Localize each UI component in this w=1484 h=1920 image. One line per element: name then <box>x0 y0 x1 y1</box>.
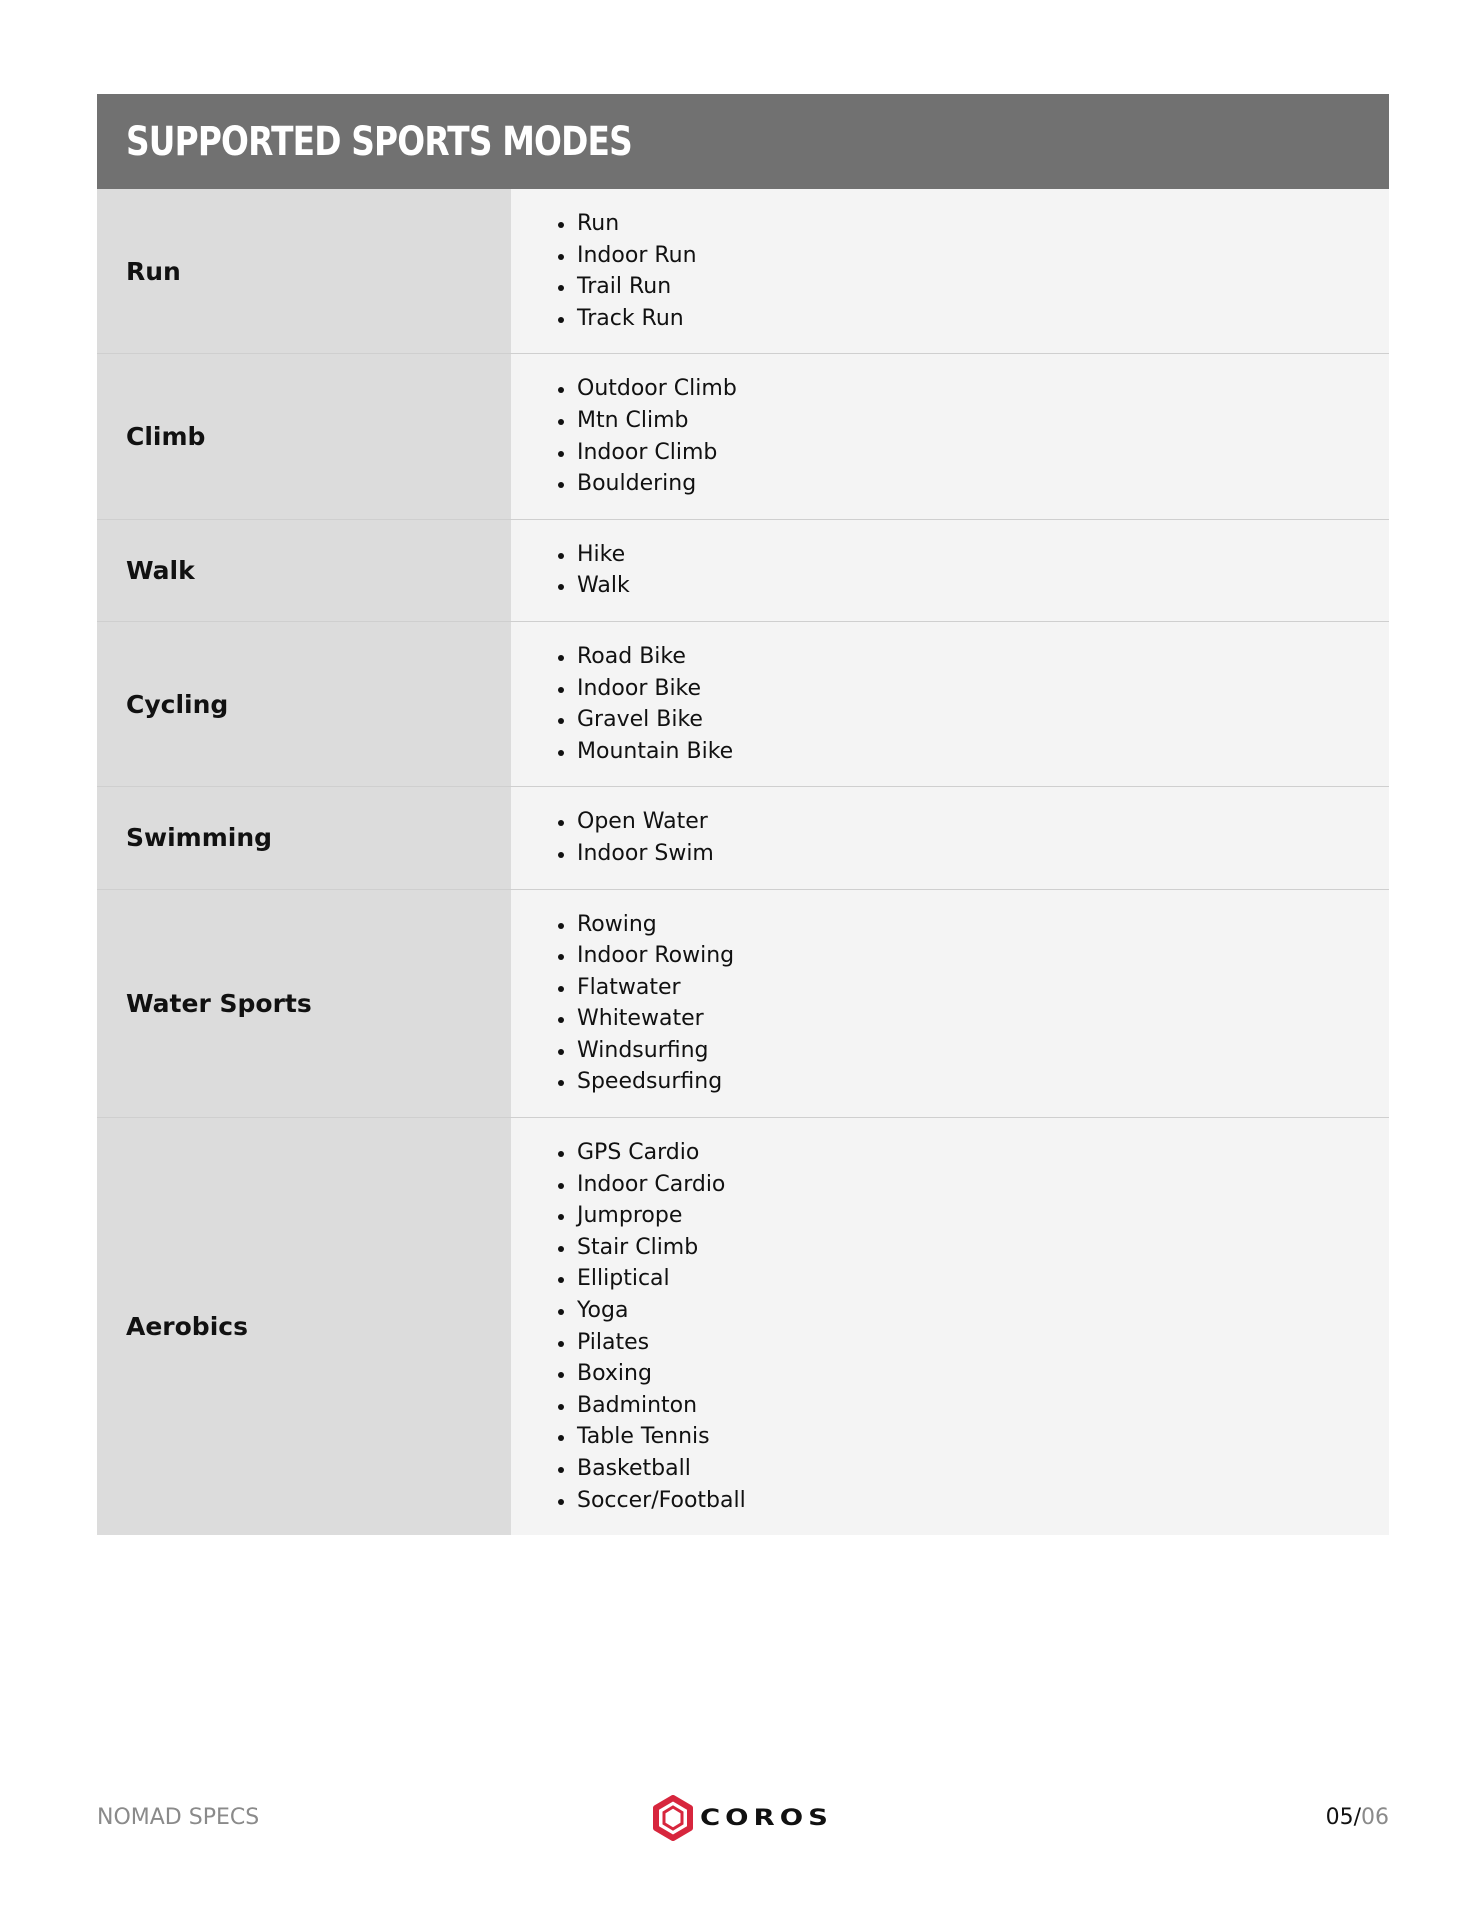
mode-list <box>511 373 1389 499</box>
section-title: SUPPORTED SPORTS MODES <box>126 118 632 165</box>
list-item: Elliptical <box>511 1263 1389 1295</box>
table-row <box>97 353 1389 518</box>
list-item: Road Bike <box>511 641 1389 673</box>
page-separator: / <box>1353 1805 1361 1830</box>
list-item: Badminton <box>511 1390 1389 1422</box>
category-label: Cycling <box>97 621 511 786</box>
sports-table <box>97 189 1389 1535</box>
list-item: Jumprope <box>511 1200 1389 1232</box>
mode-list-cell <box>511 1117 1389 1535</box>
list-item: Flatwater <box>511 972 1389 1004</box>
category-label: Walk <box>97 519 511 621</box>
mode-list-cell <box>511 189 1389 353</box>
list-item: Mountain Bike <box>511 736 1389 768</box>
list-item: Hike <box>511 539 1389 571</box>
table-row <box>97 189 1389 353</box>
table-row <box>97 519 1389 621</box>
spec-sheet <box>97 94 1389 1535</box>
list-item: Indoor Swim <box>511 838 1389 870</box>
list-item: Open Water <box>511 806 1389 838</box>
list-item: Mtn Climb <box>511 405 1389 437</box>
mode-list-cell <box>511 621 1389 786</box>
table-row <box>97 621 1389 786</box>
table-row <box>97 786 1389 888</box>
page-current: 05 <box>1325 1805 1354 1830</box>
list-item: Bouldering <box>511 468 1389 500</box>
logo-wordmark: COROS <box>700 1805 833 1831</box>
list-item: Indoor Run <box>511 240 1389 272</box>
mode-list-cell <box>511 889 1389 1118</box>
document-name: NOMAD SPECS <box>97 1805 260 1830</box>
list-item: Indoor Cardio <box>511 1169 1389 1201</box>
list-item: Trail Run <box>511 271 1389 303</box>
list-item: Windsurfing <box>511 1035 1389 1067</box>
mode-list-cell <box>511 353 1389 518</box>
category-label: Swimming <box>97 786 511 888</box>
mode-list-cell <box>511 786 1389 888</box>
list-item: Track Run <box>511 303 1389 335</box>
coros-hexagon-logo-icon <box>652 1795 694 1841</box>
table-row <box>97 889 1389 1118</box>
mode-list <box>511 539 1389 602</box>
mode-list <box>511 909 1389 1099</box>
list-item: Soccer/Football <box>511 1485 1389 1517</box>
list-item: Outdoor Climb <box>511 373 1389 405</box>
page-number <box>1326 1805 1389 1830</box>
list-item: Whitewater <box>511 1003 1389 1035</box>
mode-list <box>511 208 1389 334</box>
list-item: Walk <box>511 570 1389 602</box>
list-item: Indoor Climb <box>511 437 1389 469</box>
list-item: Speedsurfing <box>511 1066 1389 1098</box>
list-item: Indoor Rowing <box>511 940 1389 972</box>
category-label: Run <box>97 189 511 353</box>
category-label: Climb <box>97 353 511 518</box>
mode-list <box>511 641 1389 767</box>
mode-list <box>511 1137 1389 1516</box>
list-item: Run <box>511 208 1389 240</box>
list-item: GPS Cardio <box>511 1137 1389 1169</box>
category-label: Aerobics <box>97 1117 511 1535</box>
section-header <box>97 94 1389 189</box>
coros-logo <box>652 1795 833 1841</box>
category-label: Water Sports <box>97 889 511 1118</box>
list-item: Yoga <box>511 1295 1389 1327</box>
mode-list <box>511 806 1389 869</box>
list-item: Basketball <box>511 1453 1389 1485</box>
list-item: Indoor Bike <box>511 673 1389 705</box>
list-item: Pilates <box>511 1327 1389 1359</box>
list-item: Boxing <box>511 1358 1389 1390</box>
page-footer <box>97 1795 1389 1845</box>
list-item: Stair Climb <box>511 1232 1389 1264</box>
list-item: Table Tennis <box>511 1421 1389 1453</box>
list-item: Rowing <box>511 909 1389 941</box>
page-total: 06 <box>1361 1805 1389 1830</box>
table-row <box>97 1117 1389 1535</box>
mode-list-cell <box>511 519 1389 621</box>
list-item: Gravel Bike <box>511 704 1389 736</box>
